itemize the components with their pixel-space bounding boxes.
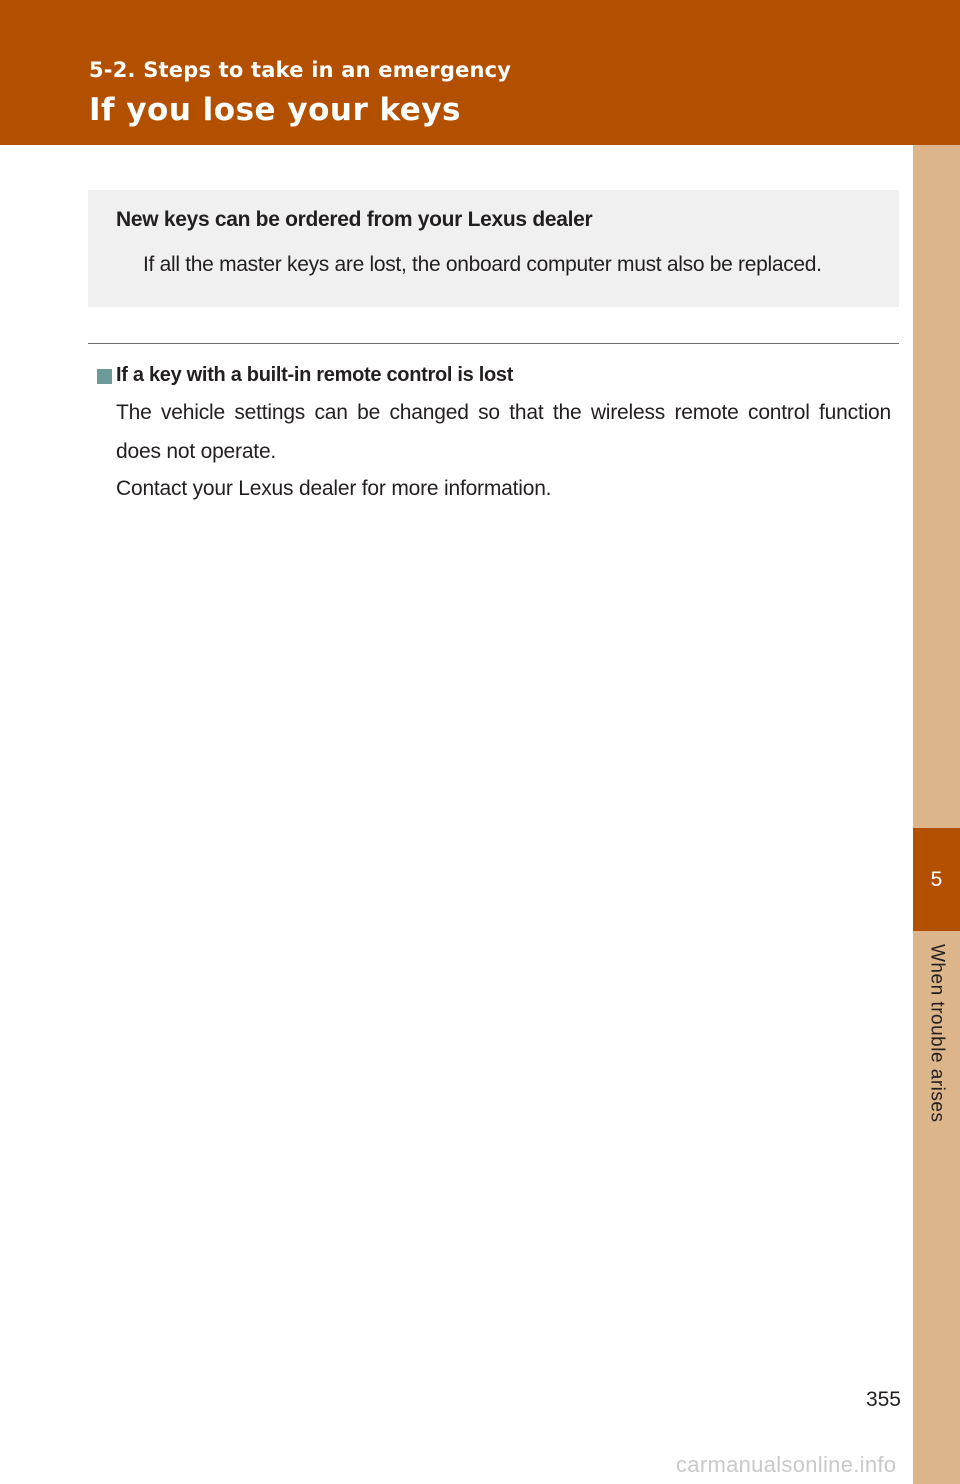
- paragraph-line-2: does not operate.: [116, 440, 277, 463]
- square-bullet-icon: [97, 369, 112, 384]
- section-heading: If a key with a built-in remote control is lost: [116, 364, 514, 386]
- page-title: If you lose your keys: [89, 92, 461, 128]
- chapter-tab[interactable]: [913, 828, 960, 931]
- paragraph-line-1: The vehicle settings can be changed so that the wireless remote control function: [116, 401, 891, 424]
- info-box-heading: New keys can be ordered from your Lexus dealer: [116, 208, 593, 231]
- page-number: 355: [865, 1388, 901, 1411]
- watermark: carmanualsonline.info: [676, 1452, 897, 1477]
- header-band: [0, 0, 960, 145]
- section-label: 5-2. Steps to take in an emergency: [89, 58, 512, 82]
- side-strip: [913, 145, 960, 1484]
- info-box-body: If all the master keys are lost, the onboard computer must also be replaced.: [143, 253, 822, 276]
- info-box: [88, 190, 899, 307]
- paragraph-line-3: Contact your Lexus dealer for more information.: [116, 477, 552, 500]
- divider: [88, 343, 899, 344]
- chapter-title-text: When trouble arises: [926, 944, 948, 1123]
- chapter-number: 5: [930, 867, 943, 891]
- chapter-title: [913, 944, 960, 1144]
